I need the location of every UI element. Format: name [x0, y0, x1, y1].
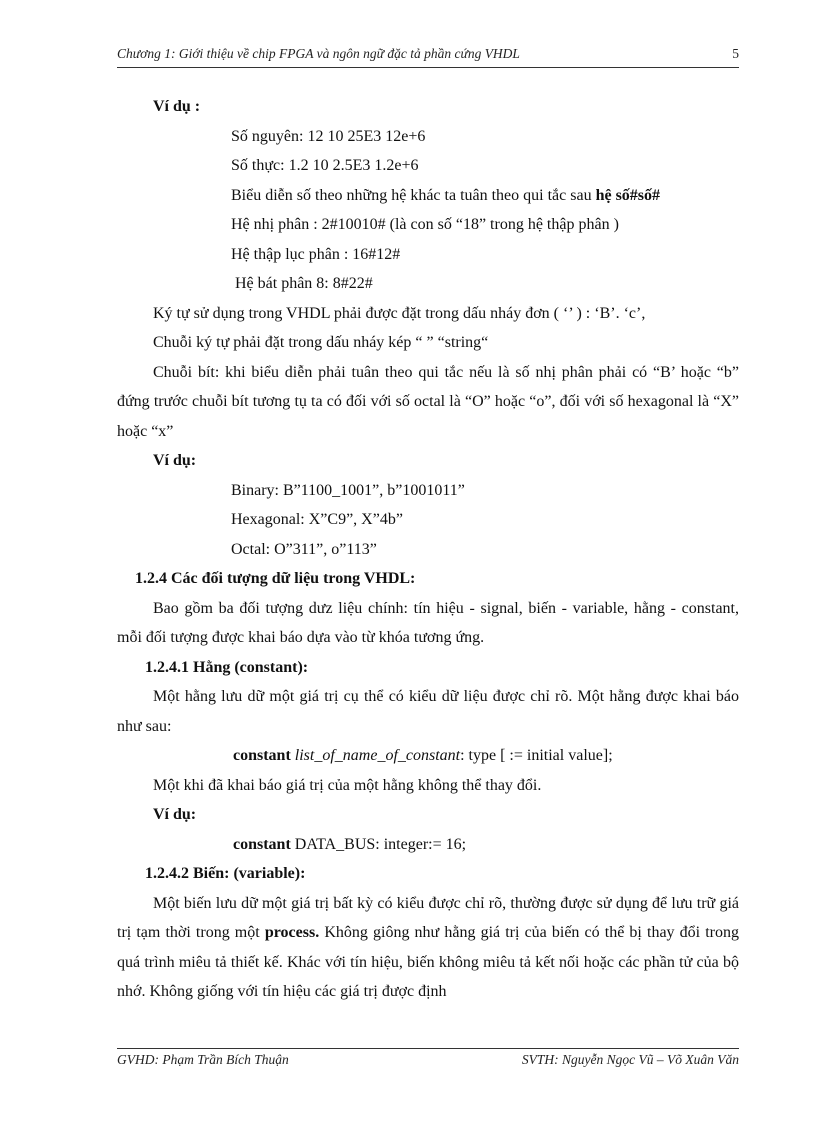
section-heading-1242: 1.2.4.2 Biến: (variable):	[145, 865, 306, 882]
constant-example-keyword: constant	[233, 835, 291, 853]
section-124-paragraph: Bao gồm ba đối tượng dưz liệu chính: tín hiệu - signal, biến - variable, hằng - constant, mỗi đối tượng được khai báo dựa vào từ khóa tương ứng.	[117, 599, 739, 646]
page-body	[117, 92, 739, 1007]
base-rule-format: hệ số#số#	[595, 186, 661, 204]
section-1242-text-2: Không giông như hằng giá trị của biến có thể bị thay đổi trong quá trình miêu tả thiết kế. Khác với tín hiệu, biến không miêu tả kết nối hoặc các phần tử của bộ nhớ. Không giống với tín hiệu các giá trị được định	[117, 924, 739, 1000]
constant-keyword: constant	[233, 747, 291, 764]
page-footer	[117, 1052, 739, 1068]
octal-bitstring-example: Octal: O”311”, o”113”	[231, 540, 377, 558]
char-literal-rule: Ký tự sử dụng trong VHDL phải được đặt trong dấu nháy đơn ( ‘’ ) : ‘B’. ‘c’,	[153, 304, 646, 322]
advisor-name: GVHD: Phạm Trần Bích Thuận	[117, 1052, 289, 1067]
constant-note: Một khi đã khai báo giá trị của một hằng không thể thay đổi.	[153, 776, 542, 794]
hex-base-example: Hệ thập lục phân : 16#12#	[231, 245, 401, 263]
string-literal-rule: Chuỗi ký tự phải đặt trong dấu nháy kép “ ” “string“	[153, 334, 489, 351]
binary-bitstring-example: Binary: B”1100_1001”, b”1001011”	[231, 481, 465, 499]
chapter-title: Chương 1: Giới thiệu về chip FPGA và ngôn ngữ đặc tả phần cứng VHDL	[117, 46, 520, 61]
page-number: 5	[732, 46, 739, 61]
section-1241-paragraph: Một hằng lưu dữ một giá trị cụ thể có kiểu dữ liệu được chỉ rõ. Một hằng được khai báo như sau:	[117, 688, 739, 735]
constant-example	[117, 830, 739, 860]
hex-bitstring-example: Hexagonal: X”C9”, X”4b”	[231, 511, 403, 528]
footer-divider	[117, 1048, 739, 1049]
example-label-3: Ví dụ:	[153, 806, 197, 823]
section-1242-text-1: Một biến lưu dữ một giá trị bất kỳ có kiểu được chỉ rõ, thường được sử dụng để lưu trữ giá trị tạm thời trong một	[117, 894, 739, 941]
constant-syntax	[117, 741, 739, 771]
header-divider	[117, 67, 739, 68]
student-names: SVTH: Nguyễn Ngọc Vũ – Võ Xuân Văn	[521, 1052, 739, 1067]
base-rule	[117, 181, 739, 211]
section-heading-1241: 1.2.4.1 Hằng (constant):	[145, 658, 309, 676]
bitstring-paragraph: Chuỗi bít: khi biểu diễn phải tuân theo qui tắc nếu là số nhị phân phải có “B’ hoặc “b” đứng trước chuỗi bít tương tụ ta có đối với số octal là “O” hoặc “o”, đối với số hexagonal là “X” hoặc “x”	[117, 363, 739, 440]
constant-type: : type [ := initial value];	[460, 747, 613, 764]
binary-base-example: Hệ nhị phân : 2#10010# (là con số “18” trong hệ thập phân )	[231, 216, 619, 233]
example-label: Ví dụ :	[153, 98, 201, 115]
base-rule-text: Biểu diễn số theo những hệ khác ta tuân theo qui tắc sau	[231, 186, 596, 204]
section-heading-124: 1.2.4 Các đối tượng dữ liệu trong VHDL:	[135, 570, 416, 587]
example-label-2: Ví dụ:	[153, 452, 197, 469]
constant-example-body: DATA_BUS: integer:= 16;	[290, 835, 467, 853]
integer-example: Số nguyên: 12 10 25E3 12e+6	[231, 127, 426, 145]
constant-list: list_of_name_of_constant	[294, 747, 461, 764]
real-example: Số thực: 1.2 10 2.5E3 1.2e+6	[231, 157, 419, 174]
page-header	[117, 46, 739, 62]
octal-base-example: Hệ bát phân 8: 8#22#	[235, 275, 373, 292]
process-keyword: process.	[264, 924, 320, 941]
section-1242-paragraph	[117, 889, 739, 1007]
